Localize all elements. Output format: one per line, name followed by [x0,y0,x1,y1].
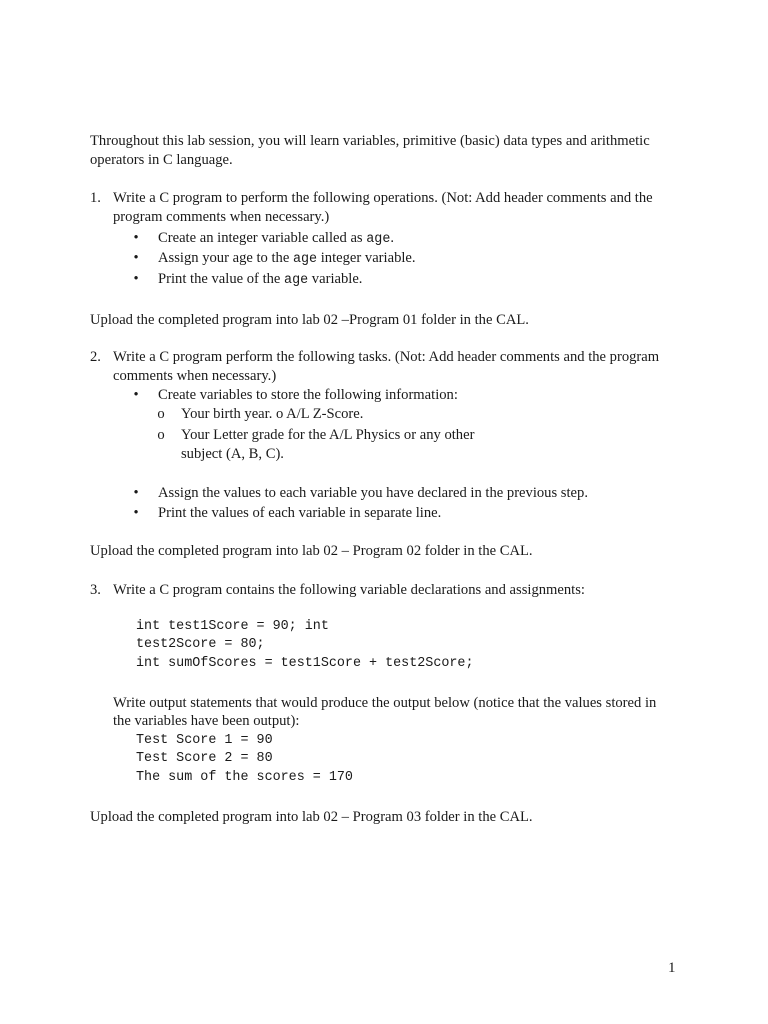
q2-bullet-1: Create variables to store the following information: [158,387,458,403]
q2-line-2: comments when necessary.) [113,368,277,384]
q2-sub-1-glyph: o [157,406,165,422]
q1-bullet-1 [158,229,394,249]
q3-desc-line-1: Write output statements that would produce the output below (notice that the values stored in [113,695,657,711]
intro-line-2: operators in C language. [90,152,233,168]
q1-bullet-2-end: integer variable. [317,250,416,266]
q2-sub-2-glyph: o [157,427,165,443]
q2-bullet-1-glyph: • [133,387,139,403]
q2-bullet-2: Assign the values to each variable you have declared in the previous step. [158,485,588,501]
q3-output-line-2: Test Score 2 = 80 [136,751,273,766]
q1-line-1: Write a C program to perform the following operations. (Not: Add header comments and the [113,190,653,206]
q2-sub-1: Your birth year. o A/L Z-Score. [181,406,364,422]
q1-bullet-3-code: age [284,273,309,288]
q3-desc-line-2: the variables have been output): [113,713,300,729]
q2-upload-note: Upload the completed program into lab 02 – Program 02 folder in the CAL. [90,543,533,559]
q1-bullet-3-end: variable. [308,271,363,287]
q3-code-line-2: test2Score = 80; [136,637,265,652]
q1-bullet-3-glyph: • [133,271,139,287]
q1-bullet-3-text: Print the value of the [158,271,285,287]
q1-bullet-1-code: age [366,232,391,247]
q3-line-1: Write a C program contains the following variable declarations and assignments: [113,582,585,598]
q2-sub-2-line-2: subject (A, B, C). [181,446,284,462]
q3-number: 3. [90,582,101,598]
q2-sub-2-line-1: Your Letter grade for the A/L Physics or any other [181,427,475,443]
q1-bullet-2 [158,249,416,269]
q3-upload-note: Upload the completed program into lab 02 – Program 03 folder in the CAL. [90,809,533,825]
q2-bullet-3-glyph: • [133,505,139,521]
q1-number: 1. [90,190,101,206]
q1-line-2: program comments when necessary.) [113,209,330,225]
q3-code-line-1: int test1Score = 90; int [136,619,329,634]
q3-output-line-1: Test Score 1 = 90 [136,733,273,748]
intro-line-1: Throughout this lab session, you will learn variables, primitive (basic) data types and arithmetic [90,133,650,149]
q2-number: 2. [90,349,101,365]
q1-bullet-1-text: Create an integer variable called as [158,230,367,246]
q1-upload-note: Upload the completed program into lab 02 –Program 01 folder in the CAL. [90,312,529,328]
q2-line-1: Write a C program perform the following tasks. (Not: Add header comments and the program [113,349,660,365]
page-number: 1 [668,960,676,976]
q2-bullet-3: Print the values of each variable in separate line. [158,505,442,521]
q1-bullet-1-end: . [390,230,395,246]
q3-output-line-3: The sum of the scores = 170 [136,770,353,785]
q1-bullet-2-glyph: • [133,250,139,266]
q1-bullet-3 [158,270,362,290]
q1-bullet-1-glyph: • [133,230,139,246]
q3-code-line-3: int sumOfScores = test1Score + test2Score; [136,656,474,671]
q1-bullet-2-text: Assign your age to the [158,250,293,266]
q2-bullet-2-glyph: • [133,485,139,501]
q1-bullet-2-code: age [292,252,318,267]
